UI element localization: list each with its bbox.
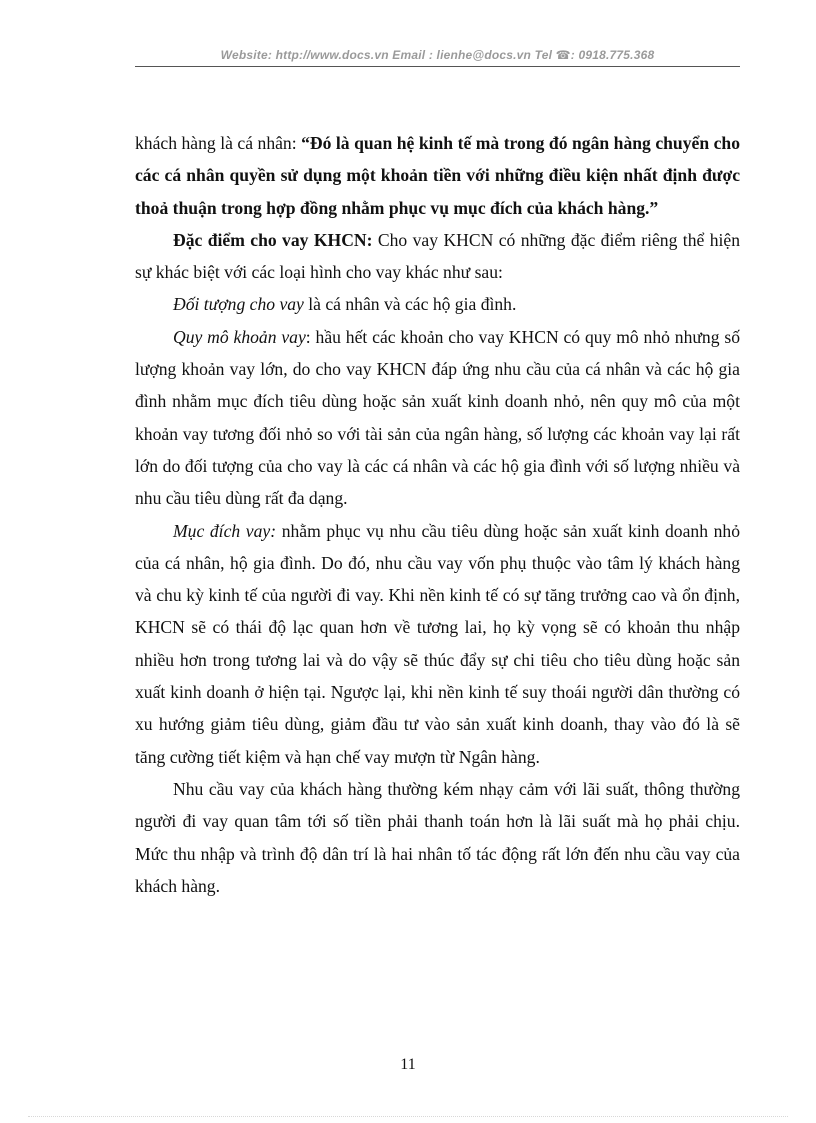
characteristics-heading: Đặc điểm cho vay KHCN: <box>173 229 373 250</box>
definition-lead: khách hàng là cá nhân: <box>135 133 302 153</box>
purpose-term: Mục đích vay: <box>173 520 277 541</box>
paragraph-characteristics <box>135 224 740 289</box>
paragraph-demand: Nhu cầu vay của khách hàng thường kém nhạy cảm với lãi suất, thông thường người đi vay quan tâm tới số tiền phải thanh toán hơn là lãi suất mà họ phải chịu. Mức thu nhập và trình độ dân trí là hai nhân tố tác động rất lớn đến nhu cầu vay của khách hàng. <box>135 778 740 896</box>
page-header: Website: http://www.docs.vn Email : lienhe@docs.vn Tel ☎: 0918.775.368 <box>220 48 655 62</box>
page-number: 11 <box>400 1056 416 1073</box>
borrower-text: là cá nhân và các hộ gia đình. <box>303 294 517 315</box>
definition-quote: “Đó là quan hệ kinh tế mà trong đó ngân hàng chuyển cho các cá nhân quyền sử dụng một khoản tiền với những điều kiện nhất định được thoả thuận trong hợp đồng nhằm phục vụ mục đích của khách hàng.” <box>135 133 740 218</box>
borrower-term: Đối tượng cho vay <box>173 294 304 315</box>
document-body <box>135 127 740 902</box>
loan-size-term: Quy mô khoản vay <box>173 326 306 347</box>
paragraph-purpose <box>135 515 740 773</box>
loan-size-text: : hầu hết các khoản cho vay KHCN có quy mô nhỏ nhưng số lượng khoản vay lớn, do cho vay KHCN đáp ứng nhu cầu của cá nhân và các hộ gia đình nhằm mục đích tiêu dùng hoặc sản xuất kinh doanh nhỏ, nên quy mô của một khoản vay tương đối nhỏ so với tài sản của ngân hàng, số lượng các khoản vay lại rất lớn do đối tượng của cho vay là các cá nhân và các hộ gia đình với số lượng nhiều và nhu cầu tiêu dùng rất đa dạng. <box>135 326 741 509</box>
header-divider <box>135 66 740 67</box>
characteristics-text: Cho vay KHCN có những đặc điểm riêng thể hiện sự khác biệt với các loại hình cho vay khác như sau: <box>135 229 740 283</box>
footer-divider <box>28 1116 788 1117</box>
paragraph-loan-size <box>135 321 740 515</box>
paragraph-definition <box>135 127 740 224</box>
purpose-text: nhằm phục vụ nhu cầu tiêu dùng hoặc sản xuất kinh doanh nhỏ của cá nhân, hộ gia đình. Do đó, nhu cầu vay vốn phụ thuộc vào tâm lý khách hàng và chu kỳ kinh tế của người đi vay. Khi nền kinh tế có sự tăng trưởng cao và ổn định, KHCN sẽ có thái độ lạc quan hơn về tương lai, họ kỳ vọng sẽ có khoản thu nhập nhiều hơn trong tương lai và do vậy sẽ thúc đẩy sự chi tiêu cho tiêu dùng hoặc sản xuất kinh doanh ở hiện tại. Ngược lại, khi nền kinh tế suy thoái người dân thường có xu hướng giảm tiêu dùng, giảm đầu tư vào sản xuất kinh doanh, thay vào đó là sẽ tăng cường tiết kiệm và hạn chế vay mượn từ Ngân hàng. <box>135 520 741 767</box>
paragraph-borrower <box>135 288 740 320</box>
